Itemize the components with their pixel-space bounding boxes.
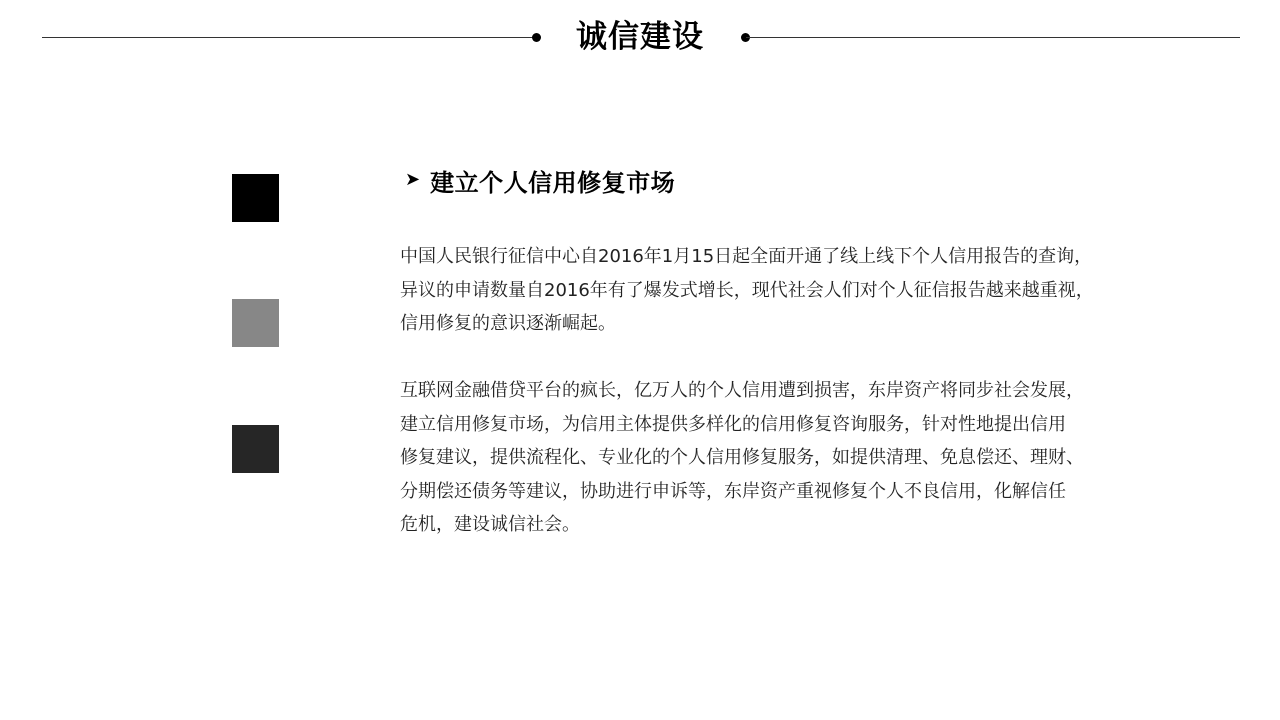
paragraph-line: 中国人民银行征信中心自2016年1月15日起全面开通了线上线下个人信用报告的查询， — [400, 246, 1093, 267]
paragraph-line: 分期偿还债务等建议，协助进行申诉等，东岸资产重视修复个人不良信用，化解信任 — [400, 480, 1066, 502]
decorative-square-dark — [232, 425, 279, 473]
paragraph-line: 互联网金融借贷平台的疯长，亿万人的个人信用遭到损害，东岸资产将同步社会发展， — [400, 380, 1084, 401]
section-heading-text: 建立个人信用修复市场 — [430, 168, 676, 197]
decorative-square-black — [232, 174, 279, 222]
section-heading — [405, 160, 675, 200]
paragraph-line: 修复建议，提供流程化、专业化的个人信用修复服务，如提供清理、免息偿还、理财、 — [400, 447, 1084, 468]
paragraph-line: 建立信用修复市场，为信用主体提供多样化的信用修复咨询服务，针对性地提出信用 — [400, 413, 1066, 435]
arrowhead-bullet-icon: ➤ — [405, 169, 421, 190]
page-title: 诚信建设 — [576, 19, 704, 55]
decorative-square-gray — [232, 299, 279, 347]
header-divider-left — [42, 37, 536, 38]
header-dot-left — [532, 33, 541, 42]
paragraph-line: 信用修复的意识逐渐崛起。 — [400, 313, 616, 334]
header-divider-right — [746, 37, 1240, 38]
paragraph-line: 危机，建设诚信社会。 — [400, 514, 580, 535]
paragraph-1 — [400, 240, 1110, 341]
paragraph-line: 异议的申请数量自2016年有了爆发式增长，现代社会人们对个人征信报告越来越重视， — [400, 279, 1094, 301]
paragraph-2 — [400, 374, 1110, 542]
